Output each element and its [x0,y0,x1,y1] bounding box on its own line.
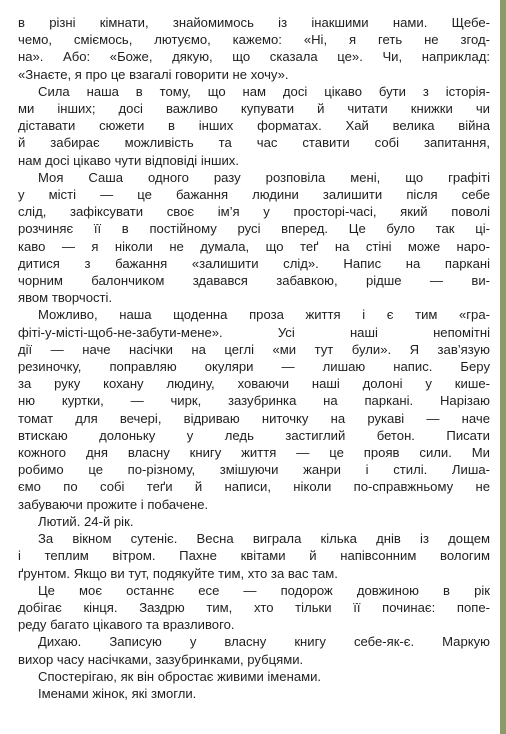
text-line: томат для вечері, відриваю ниточку на рукаві — наче [18,410,490,426]
text-line: Можливо, наша щоденна проза життя і є тим «гра- [38,307,490,323]
text-line: в різні кімнати, знайомимось із інакшими нами. Щебе- [18,15,490,30]
text-line: ємо по собі теґи й написи, ніколи по-справжньому не [18,479,490,495]
text-line: Це моє останнє есе — подорож довжиною в рік [38,582,490,598]
text-line: Спостерігаю, як він обростає живими іменами. [38,668,322,684]
text-line: розчиняє її в постійному русі вперед. Це було так ці- [18,221,490,237]
text-line: вихор часу насічками, зазубринками, рубцями. [18,651,304,667]
text-line: явом творчості. [18,290,113,306]
text-line: забуваючи прожите і побачене. [18,496,209,512]
text-line: добігає кінця. Заздрю тим, хто тільки її починає: попе- [18,599,490,615]
text-line: Іменами жінок, які змогли. [38,685,197,701]
essay-text [18,14,490,702]
text-line: ґрунтом. Якщо ви тут, подякуйте тим, хто за вас там. [18,565,338,581]
text-line: резиночку, поправляю окуляри — лишаю напис. Беру [18,359,490,375]
text-line: кожного дня власну книгу життя — це прояв сили. Ми [18,445,490,461]
text-line: і теплим вітром. Пахне квітами й напівсонним вологим [18,548,490,564]
text-line: ми інших; досі важливо купувати й читати книжки чи [18,101,490,117]
text-line: Дихаю. Записую у власну книгу себе-як-є. Маркую [38,634,490,650]
text-line: слід, зафіксувати своє ім’я у просторі-часі, який поволі [18,204,490,220]
text-line: на». Або: «Боже, дякую, що сказала це». Чи, наприклад: [18,49,490,65]
text-line: Сила наша в тому, що нам досі цікаво бути з історія- [38,83,490,99]
text-line: реду багато цікавого та вразливого. [18,617,235,633]
text-line: втискаю долоньку у ледь застиглий бетон. Писати [18,427,490,443]
text-line: чорним балончиком здавався забавкою, рідше — ви- [18,273,490,289]
text-line: за руку кохану людину, ховаючи наші долоні у кише- [18,376,490,392]
page-edge [500,0,506,734]
text-line: чемо, сміємось, лютуємо, кажемо: «Ні, я геть не згод- [18,32,490,48]
text-line: дитися з бажання «залишити слід». Напис на паркані [18,255,490,271]
text-line: «Знаєте, я про це взагалі говорити не хочу». [18,66,289,82]
text-line: Лютий. 24-й рік. [38,513,134,529]
text-line: робимо це по-різному, змішуючи жанри і стилі. Лиша- [18,462,490,478]
text-line: Моя Саша одного разу розповіла мені, що графіті [38,169,490,185]
text-line: й забирає можливість та час ставити собі запитання, [18,135,490,151]
text-line: фіті-у-місті-щоб-не-забути-мене». Усі наші непомітні [18,324,490,340]
text-line: діставати сюжети в інших форматах. Хай велика війна [18,118,490,134]
text-line: у місті — це бажання людини залишити після себе [18,187,490,203]
text-line: дії — наче насічки на цеглі «ми тут були». Я зав’язую [18,341,490,357]
text-line: ню куртки, — чирк, зазубринка на паркані. Нарізаю [18,393,490,409]
text-line: каво — я ніколи не думала, що теґ на стіні може наро- [18,238,490,254]
text-line: нам досі цікаво чути відповіді інших. [18,152,239,168]
text-line: За вікном сутеніє. Весна виграла кілька днів із дощем [38,531,490,547]
